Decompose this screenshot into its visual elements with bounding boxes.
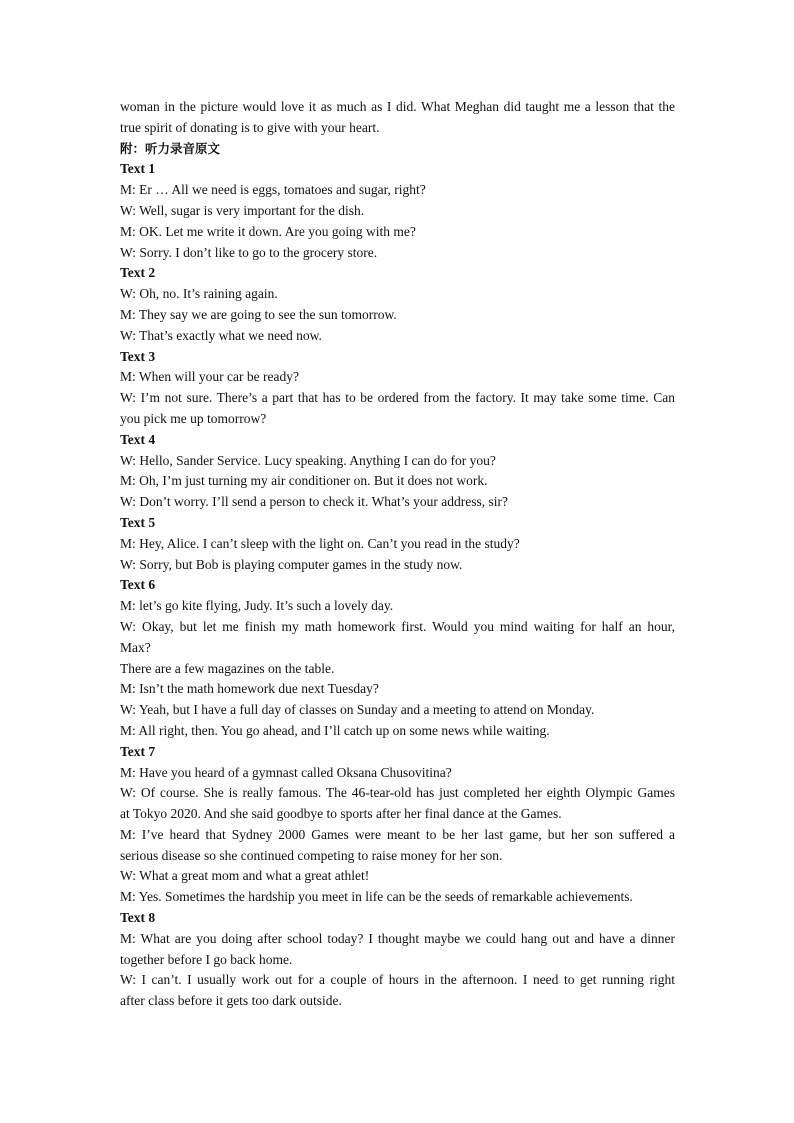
dialogue-line: W: Don’t worry. I’ll send a person to check it. What’s your address, sir? — [120, 494, 509, 510]
dialogue-line: serious disease so she continued competing to raise money for her son. — [120, 847, 503, 863]
dialogue-line: W: What a great mom and what a great athlet! — [120, 868, 370, 884]
dialogue-line: W: That’s exactly what we need now. — [120, 327, 322, 343]
dialogue-line: M: They say we are going to see the sun tomorrow. — [120, 306, 397, 322]
dialogue-line: M: let’s go kite flying, Judy. It’s such a lovely day. — [120, 598, 394, 614]
dialogue-line: M: When will your car be ready? — [120, 369, 299, 385]
document-page — [120, 97, 675, 1012]
section-heading: Text 1 — [120, 161, 156, 177]
dialogue-line: you pick me up tomorrow? — [120, 410, 267, 426]
section-heading: Text 6 — [120, 577, 156, 593]
dialogue-line: M: Er … All we need is eggs, tomatoes and sugar, right? — [120, 182, 426, 198]
dialogue-line: M: Hey, Alice. I can’t sleep with the light on. Can’t you read in the study? — [120, 535, 520, 551]
dialogue-line: M: Yes. Sometimes the hardship you meet in life can be the seeds of remarkable achievements. — [120, 889, 633, 905]
section-heading: Text 7 — [120, 743, 156, 759]
dialogue-line: together before I go back home. — [120, 951, 293, 967]
dialogue-line: W: Sorry, but Bob is playing computer games in the study now. — [120, 556, 463, 572]
section-heading: Text 4 — [120, 431, 156, 447]
section-heading: Text 2 — [120, 265, 156, 281]
dialogue-line: W: I can’t. I usually work out for a couple of hours in the afternoon. I need to get running right — [120, 972, 675, 988]
dialogue-line: M: I’ve heard that Sydney 2000 Games were meant to be her last game, but her son suffered a — [120, 826, 675, 842]
dialogue-line: M: Have you heard of a gymnast called Oksana Chusovitina? — [120, 764, 452, 780]
dialogue-line: W: Oh, no. It’s raining again. — [120, 286, 278, 302]
intro-line: true spirit of donating is to give with your heart. — [120, 119, 380, 135]
section-heading: Text 8 — [120, 910, 156, 926]
dialogue-line: M: What are you doing after school today? I thought maybe we could hang out and have a dinner — [120, 930, 675, 946]
dialogue-line: There are a few magazines on the table. — [120, 660, 335, 676]
dialogue-line: M: Oh, I’m just turning my air conditioner on. But it does not work. — [120, 473, 488, 489]
intro-line: woman in the picture would love it as much as I did. What Meghan did taught me a lesson that the — [120, 99, 675, 114]
section-heading: Text 5 — [120, 514, 156, 530]
dialogue-line: W: Okay, but let me finish my math homework first. Would you mind waiting for half an hour, — [120, 618, 675, 634]
dialogue-line: W: Well, sugar is very important for the dish. — [120, 202, 365, 218]
dialogue-line: at Tokyo 2020. And she said goodbye to sports after her final dance at the Games. — [120, 806, 562, 822]
dialogue-line: W: Sorry. I don’t like to go to the grocery store. — [120, 244, 378, 260]
dialogue-line: W: Hello, Sander Service. Lucy speaking. Anything I can do for you? — [120, 452, 496, 468]
appendix-title: 附：听力录音原文 — [120, 140, 221, 156]
dialogue-line: M: Isn’t the math homework due next Tuesday? — [120, 681, 379, 697]
dialogue-line: W: Of course. She is really famous. The 46-tear-old has just completed her eighth Olympic Games — [120, 785, 675, 801]
dialogue-line: W: Yeah, but I have a full day of classes on Sunday and a meeting to attend on Monday. — [120, 702, 595, 718]
dialogue-line: Max? — [120, 639, 151, 655]
dialogue-line: after class before it gets too dark outside. — [120, 993, 342, 1009]
dialogue-line: M: OK. Let me write it down. Are you going with me? — [120, 223, 416, 239]
dialogue-line: M: All right, then. You go ahead, and I’ll catch up on some news while waiting. — [120, 722, 550, 738]
section-heading: Text 3 — [120, 348, 156, 364]
dialogue-line: W: I’m not sure. There’s a part that has to be ordered from the factory. It may take some time. Can — [120, 390, 675, 406]
